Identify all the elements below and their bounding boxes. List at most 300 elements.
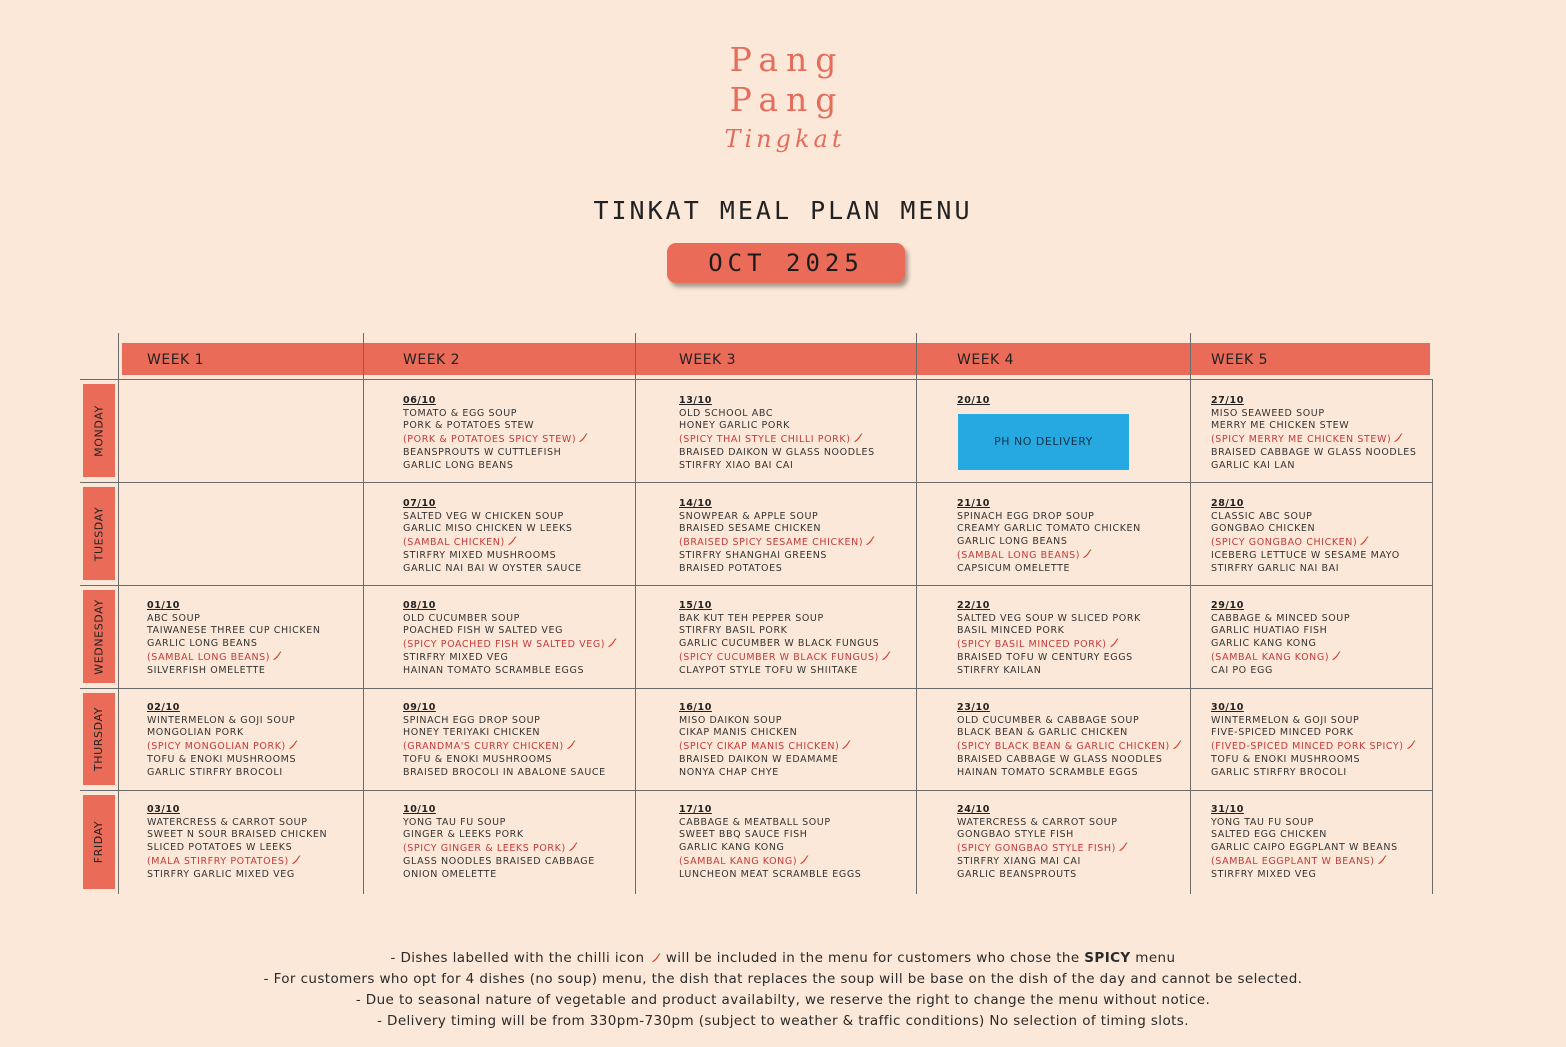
chili-pepper-icon [881, 651, 891, 661]
menu-cell [957, 395, 990, 408]
grid-row-line [80, 379, 1432, 380]
dish-text: GARLIC CAIPO EGGPLANT W BEANS [1211, 842, 1398, 854]
dish [679, 754, 851, 767]
menu-date: 10/10 [403, 804, 436, 815]
dish-text: STIRFRY GARLIC NAI BAI [1211, 562, 1340, 574]
chili-pepper-icon [1377, 855, 1387, 865]
dish [957, 511, 1141, 524]
dish-text: TOFU & ENOKI MUSHROOMS [403, 753, 553, 765]
menu-cell [147, 804, 327, 881]
dish-text: SPINACH EGG DROP SOUP [957, 510, 1095, 522]
dish-text: (SPICY CIKAP MANIS CHICKEN) [679, 741, 840, 753]
dish [957, 613, 1141, 626]
dish-text: TOFU & ENOKI MUSHROOMS [147, 753, 297, 765]
dish [403, 856, 595, 869]
dish-text: (SAMBAL EGGPLANT W BEANS) [1211, 855, 1375, 867]
spicy-dish [147, 740, 298, 754]
dish [679, 869, 861, 882]
dish [403, 652, 617, 665]
dish-text: HONEY TERIYAKI CHICKEN [403, 727, 541, 739]
brand-line-3: Tingkat [724, 125, 846, 153]
dish [957, 817, 1128, 830]
dish-text: BRAISED CABBAGE W GLASS NOODLES [1211, 446, 1417, 458]
dish-text: GINGER & LEEKS PORK [403, 829, 524, 841]
dish-text: MONGOLIAN PORK [147, 727, 244, 739]
dish-text: TOFU & ENOKI MUSHROOMS [1211, 753, 1361, 765]
menu-date: 31/10 [1211, 804, 1244, 815]
dish-text: BRAISED CABBAGE W GLASS NOODLES [957, 753, 1163, 765]
dish [1211, 563, 1400, 576]
dish-text: STIRFRY KAILAN [957, 664, 1042, 676]
dish [957, 727, 1182, 740]
dish [147, 727, 298, 740]
spicy-dish [957, 549, 1141, 563]
menu-cell [679, 498, 875, 575]
menu-date: 03/10 [147, 804, 180, 815]
chili-pepper-icon [1331, 651, 1341, 661]
grid-column-line [118, 333, 119, 894]
dish-text: STIRFRY XIAO BAI CAI [679, 459, 794, 471]
chili-pepper-icon [607, 638, 617, 648]
dish-text: CAI PO EGG [1211, 664, 1273, 676]
menu-date: 08/10 [403, 600, 436, 611]
dish-text: (SAMBAL LONG BEANS) [147, 651, 271, 663]
dish [403, 563, 582, 576]
page-title: TINKAT MEAL PLAN MENU [593, 196, 973, 225]
menu-date: 16/10 [679, 702, 712, 713]
dish [147, 665, 321, 678]
menu-cell [403, 702, 606, 779]
menu-date: 17/10 [679, 804, 712, 815]
dish-text: (FIVED-SPICED MINCED PORK SPICY) [1211, 741, 1404, 753]
menu-date: 27/10 [1211, 395, 1244, 406]
chili-pepper-icon [651, 953, 661, 963]
dish-text: (PORK & POTATOES SPICY STEW) [403, 434, 577, 446]
dish [957, 652, 1141, 665]
dish-text: STIRFRY MIXED VEG [403, 651, 509, 663]
dish-text: GARLIC HUATIAO FISH [1211, 625, 1328, 637]
menu-date: 30/10 [1211, 702, 1244, 713]
dish [1211, 842, 1398, 855]
dish [957, 523, 1141, 536]
menu-date: 22/10 [957, 600, 990, 611]
dish-text: WINTERMELON & GOJI SOUP [1211, 714, 1360, 726]
chili-pepper-icon [1406, 740, 1416, 750]
grid-column-line [1190, 333, 1191, 894]
dish-text: GARLIC CUCUMBER W BLACK FUNGUS [679, 638, 880, 650]
menu-cell [403, 600, 617, 677]
dish-text: MERRY ME CHICKEN STEW [1211, 420, 1350, 432]
dish-text: CAPSICUM OMELETTE [957, 562, 1071, 574]
dish-text: CABBAGE & MINCED SOUP [1211, 612, 1351, 624]
dish-text: CABBAGE & MEATBALL SOUP [679, 816, 831, 828]
menu-cell [147, 702, 298, 779]
grid-row-line [80, 585, 1432, 586]
grid-column-line [635, 333, 636, 894]
menu-cell [957, 600, 1141, 677]
dish [147, 842, 327, 855]
menu-date: 01/10 [147, 600, 180, 611]
dish-text: SALTED VEG W CHICKEN SOUP [403, 510, 564, 522]
dish [1211, 869, 1398, 882]
dish [957, 856, 1128, 869]
dish-text: GONGBAO CHICKEN [1211, 523, 1316, 535]
menu-cell [957, 804, 1128, 881]
dish-text: STIRFRY MIXED MUSHROOMS [403, 549, 557, 561]
dish-text: (GRANDMA'S CURRY CHICKEN) [403, 741, 564, 753]
note-4: - Delivery timing will be from 330pm-730pm (subject to weather & traffic conditions) No selection of timing slots. [377, 1013, 1189, 1029]
dish [957, 665, 1141, 678]
grid-row-line [80, 482, 1432, 483]
spicy-dish [1211, 855, 1398, 869]
dish-text: SWEET N SOUR BRAISED CHICKEN [147, 829, 328, 841]
brand-line-1: Pang [729, 40, 845, 79]
dish [1211, 460, 1416, 473]
dish [403, 817, 595, 830]
dish [679, 523, 875, 536]
dish-text: (BRAISED SPICY SESAME CHICKEN) [679, 537, 864, 549]
dish-text: STIRFRY MIXED VEG [1211, 868, 1317, 880]
dish-text: BRAISED DAIKON W EDAMAME [679, 753, 839, 765]
menu-date: 20/10 [957, 395, 990, 406]
chili-pepper-icon [865, 536, 875, 546]
spicy-dish [147, 855, 327, 869]
dish [679, 817, 861, 830]
dish [1211, 715, 1416, 728]
dish-text: CLAYPOT STYLE TOFU W SHIITAKE [679, 664, 858, 676]
dish-text: ABC SOUP [147, 612, 201, 624]
dish [403, 460, 588, 473]
dish-text: WINTERMELON & GOJI SOUP [147, 714, 296, 726]
menu-cell [1211, 702, 1416, 779]
dish-text: (SAMBAL CHICKEN) [403, 537, 505, 549]
spicy-dish [679, 740, 851, 754]
ph-no-delivery-box: PH NO DELIVERY [958, 414, 1129, 470]
dish-text: SALTED EGG CHICKEN [1211, 829, 1327, 841]
dish [957, 563, 1141, 576]
menu-date: 29/10 [1211, 600, 1244, 611]
spicy-dish [957, 842, 1128, 856]
dish [147, 869, 327, 882]
dish [403, 754, 606, 767]
week-label-5: WEEK 5 [1211, 352, 1269, 368]
dish [957, 754, 1182, 767]
dish-text: GARLIC STIRFRY BROCOLI [1211, 766, 1347, 778]
dish-text: GARLIC NAI BAI W OYSTER SAUCE [403, 562, 582, 574]
menu-date: 28/10 [1211, 498, 1244, 509]
grid-row-line [80, 790, 1432, 791]
dish-text: STIRFRY XIANG MAI CAI [957, 855, 1081, 867]
dish [679, 408, 875, 421]
menu-cell [1211, 498, 1400, 575]
dish [1211, 408, 1416, 421]
dish-text: SPINACH EGG DROP SOUP [403, 714, 541, 726]
dish [147, 715, 298, 728]
dish-text: (SPICY GONGBAO STYLE FISH) [957, 843, 1116, 855]
dish [957, 869, 1128, 882]
dish-text: STIRFRY SHANGHAI GREENS [679, 549, 828, 561]
dish-text: WATERCRESS & CARROT SOUP [147, 816, 308, 828]
menu-cell [1211, 395, 1416, 472]
dish [403, 613, 617, 626]
grid-column-line [1432, 379, 1433, 894]
dish [1211, 511, 1400, 524]
dish-text: MISO SEAWEED SOUP [1211, 407, 1325, 419]
dish-text: BRAISED TOFU W CENTURY EGGS [957, 651, 1133, 663]
dish [679, 511, 875, 524]
dish [403, 420, 588, 433]
week-label-2: WEEK 2 [403, 352, 461, 368]
dish-text: NONYA CHAP CHYE [679, 766, 779, 778]
day-label: THURSDAY [92, 706, 105, 772]
note-3: - Due to seasonal nature of vegetable and product availabilty, we reserve the right to change the menu without notice. [355, 992, 1211, 1008]
spicy-dish [679, 651, 891, 665]
dish-text: (SPICY GINGER & LEEKS PORK) [403, 843, 566, 855]
dish-text: BRAISED BROCOLI IN ABALONE SAUCE [403, 766, 606, 778]
grid-row-line [80, 688, 1432, 689]
dish [679, 460, 875, 473]
dish [1211, 613, 1350, 626]
chili-pepper-icon [1082, 549, 1092, 559]
spicy-dish [1211, 651, 1350, 665]
menu-date: 23/10 [957, 702, 990, 713]
dish [1211, 727, 1416, 740]
dish [403, 869, 595, 882]
day-label: TUESDAY [92, 506, 105, 561]
dish-text: GARLIC LONG BEANS [957, 536, 1068, 548]
dish-text: GARLIC KAI LAN [1211, 459, 1296, 471]
dish [679, 447, 875, 460]
dish-text: BASIL MINCED PORK [957, 625, 1065, 637]
dish [1211, 638, 1350, 651]
week-label-3: WEEK 3 [679, 352, 737, 368]
dish-text: (SPICY BLACK BEAN & GARLIC CHICKEN) [957, 741, 1170, 753]
chili-pepper-icon [1118, 842, 1128, 852]
dish-text: PORK & POTATOES STEW [403, 420, 535, 432]
dish-text: (SPICY MERRY ME CHICKEN STEW) [1211, 434, 1392, 446]
dish-text: BLACK BEAN & GARLIC CHICKEN [957, 727, 1128, 739]
dish-text: TOMATO & EGG SOUP [403, 407, 518, 419]
dish-text: FIVE-SPICED MINCED PORK [1211, 727, 1354, 739]
dish-text: TAIWANESE THREE CUP CHICKEN [147, 625, 321, 637]
dish [679, 613, 891, 626]
dish-text: GARLIC BEANSPROUTS [957, 868, 1077, 880]
spicy-dish [403, 638, 617, 652]
menu-cell [957, 498, 1141, 575]
dish [1211, 625, 1350, 638]
chili-pepper-icon [1109, 638, 1119, 648]
dish-text: (SPICY POACHED FISH W SALTED VEG) [403, 639, 606, 651]
dish-text: STIRFRY BASIL PORK [679, 625, 788, 637]
spicy-dish [403, 536, 582, 550]
chili-pepper-icon [853, 433, 863, 443]
dish-text: LUNCHEON MEAT SCRAMBLE EGGS [679, 868, 862, 880]
dish-text: GARLIC KANG KONG [679, 842, 785, 854]
dish [403, 523, 582, 536]
menu-date: 13/10 [679, 395, 712, 406]
dish-text: YONG TAU FU SOUP [403, 816, 507, 828]
menu-cell [957, 702, 1182, 779]
dish-text: SLICED POTATOES W LEEKS [147, 842, 293, 854]
dish [403, 447, 588, 460]
dish [679, 829, 861, 842]
dish [147, 754, 298, 767]
dish-text: SALTED VEG SOUP W SLICED PORK [957, 612, 1141, 624]
dish-text: CLASSIC ABC SOUP [1211, 510, 1313, 522]
menu-cell [1211, 804, 1398, 881]
spicy-dish [679, 536, 875, 550]
spicy-dish [1211, 433, 1416, 447]
dish [1211, 420, 1416, 433]
dish-text: HAINAN TOMATO SCRAMBLE EGGS [403, 664, 585, 676]
chili-pepper-icon [272, 651, 282, 661]
grid-column-line [916, 333, 917, 894]
dish [957, 536, 1141, 549]
dish-text: GARLIC MISO CHICKEN W LEEKS [403, 523, 573, 535]
menu-cell [679, 702, 851, 779]
dish [1211, 523, 1400, 536]
spicy-dish [147, 651, 321, 665]
dish-text: CREAMY GARLIC TOMATO CHICKEN [957, 523, 1141, 535]
dish [679, 727, 851, 740]
dish-text: STIRFRY GARLIC MIXED VEG [147, 868, 295, 880]
menu-date: 15/10 [679, 600, 712, 611]
week-label-1: WEEK 1 [147, 352, 205, 368]
dish-text: SILVERFISH OMELETTE [147, 664, 266, 676]
dish-text: GARLIC LONG BEANS [147, 638, 258, 650]
dish-text: OLD SCHOOL ABC [679, 407, 774, 419]
dish [147, 817, 327, 830]
dish [679, 563, 875, 576]
menu-cell [403, 804, 595, 881]
menu-date: 21/10 [957, 498, 990, 509]
dish-text: SNOWPEAR & APPLE SOUP [679, 510, 819, 522]
menu-cell [147, 600, 321, 677]
dish-text: BRAISED SESAME CHICKEN [679, 523, 822, 535]
spicy-dish [403, 842, 595, 856]
dish [679, 767, 851, 780]
menu-cell [403, 498, 582, 575]
dish [957, 767, 1182, 780]
menu-date: 07/10 [403, 498, 436, 509]
dish-text: HAINAN TOMATO SCRAMBLE EGGS [957, 766, 1139, 778]
dish [679, 715, 851, 728]
dish [1211, 665, 1350, 678]
month-badge: OCT 2025 [667, 243, 905, 283]
chili-pepper-icon [1393, 433, 1403, 443]
note-1: - Dishes labelled with the chilli icon will be included in the menu for customers who chose the SPICY menu [390, 950, 1176, 966]
dish-text: CIKAP MANIS CHICKEN [679, 727, 798, 739]
day-label: MONDAY [92, 404, 105, 457]
spicy-dish [1211, 740, 1416, 754]
dish [1211, 829, 1398, 842]
chili-pepper-icon [291, 855, 301, 865]
dish [679, 842, 861, 855]
menu-date: 02/10 [147, 702, 180, 713]
dish [957, 829, 1128, 842]
dish-text: OLD CUCUMBER & CABBAGE SOUP [957, 714, 1140, 726]
spicy-dish [403, 433, 588, 447]
dish-text: SWEET BBQ SAUCE FISH [679, 829, 808, 841]
menu-date: 09/10 [403, 702, 436, 713]
dish [147, 613, 321, 626]
dish-text: BEANSPROUTS W CUTTLEFISH [403, 446, 562, 458]
dish [147, 625, 321, 638]
dish-text: ICEBERG LETTUCE W SESAME MAYO [1211, 549, 1400, 561]
dish-text: MISO DAIKON SOUP [679, 714, 783, 726]
menu-cell [403, 395, 588, 472]
dish [679, 638, 891, 651]
menu-cell [679, 600, 891, 677]
dish [403, 550, 582, 563]
spicy-dish [403, 740, 606, 754]
spicy-dish [957, 740, 1182, 754]
menu-cell [679, 804, 861, 881]
menu-cell [679, 395, 875, 472]
dish-text: GONGBAO STYLE FISH [957, 829, 1074, 841]
chili-pepper-icon [1359, 536, 1369, 546]
dish-text: (SPICY MONGOLIAN PORK) [147, 741, 286, 753]
dish-text: (SAMBAL KANG KONG) [679, 855, 798, 867]
dish [147, 767, 298, 780]
footer-notes [0, 948, 1566, 1032]
dish-text: (SPICY BASIL MINCED PORK) [957, 639, 1107, 651]
week-label-4: WEEK 4 [957, 352, 1015, 368]
spicy-dish [679, 855, 861, 869]
dish-text: (SPICY THAI STYLE CHILLI PORK) [679, 434, 851, 446]
note-2: - For customers who opt for 4 dishes (no soup) menu, the dish that replaces the soup will be base on the dish of the day and cannot be selected. [263, 971, 1303, 987]
chili-pepper-icon [566, 740, 576, 750]
chili-pepper-icon [568, 842, 578, 852]
menu-date: 14/10 [679, 498, 712, 509]
dish-text: HONEY GARLIC PORK [679, 420, 790, 432]
dish [403, 665, 617, 678]
dish-text: GARLIC LONG BEANS [403, 459, 514, 471]
dish [403, 625, 617, 638]
dish [1211, 447, 1416, 460]
dish [679, 420, 875, 433]
dish [679, 550, 875, 563]
dish-text: BAK KUT TEH PEPPER SOUP [679, 612, 824, 624]
dish [403, 767, 606, 780]
dish-text: GARLIC KANG KONG [1211, 638, 1317, 650]
dish [403, 715, 606, 728]
chili-pepper-icon [578, 433, 588, 443]
dish [679, 625, 891, 638]
dish-text: (MALA STIRFRY POTATOES) [147, 855, 289, 867]
dish [957, 715, 1182, 728]
chili-pepper-icon [288, 740, 298, 750]
dish-text: BRAISED POTATOES [679, 562, 783, 574]
dish [403, 408, 588, 421]
dish [1211, 550, 1400, 563]
chili-pepper-icon [1172, 740, 1182, 750]
grid-column-line [363, 333, 364, 894]
menu-date: 06/10 [403, 395, 436, 406]
dish-text: POACHED FISH W SALTED VEG [403, 625, 564, 637]
dish [403, 727, 606, 740]
chili-pepper-icon [841, 740, 851, 750]
day-label: WEDNESDAY [92, 598, 105, 675]
brand-line-2: Pang [729, 80, 845, 119]
dish [403, 511, 582, 524]
dish [679, 665, 891, 678]
dish-text: (SAMBAL LONG BEANS) [957, 549, 1081, 561]
dish [957, 625, 1141, 638]
menu-date: 24/10 [957, 804, 990, 815]
dish-text: ONION OMELETTE [403, 868, 497, 880]
dish [147, 638, 321, 651]
